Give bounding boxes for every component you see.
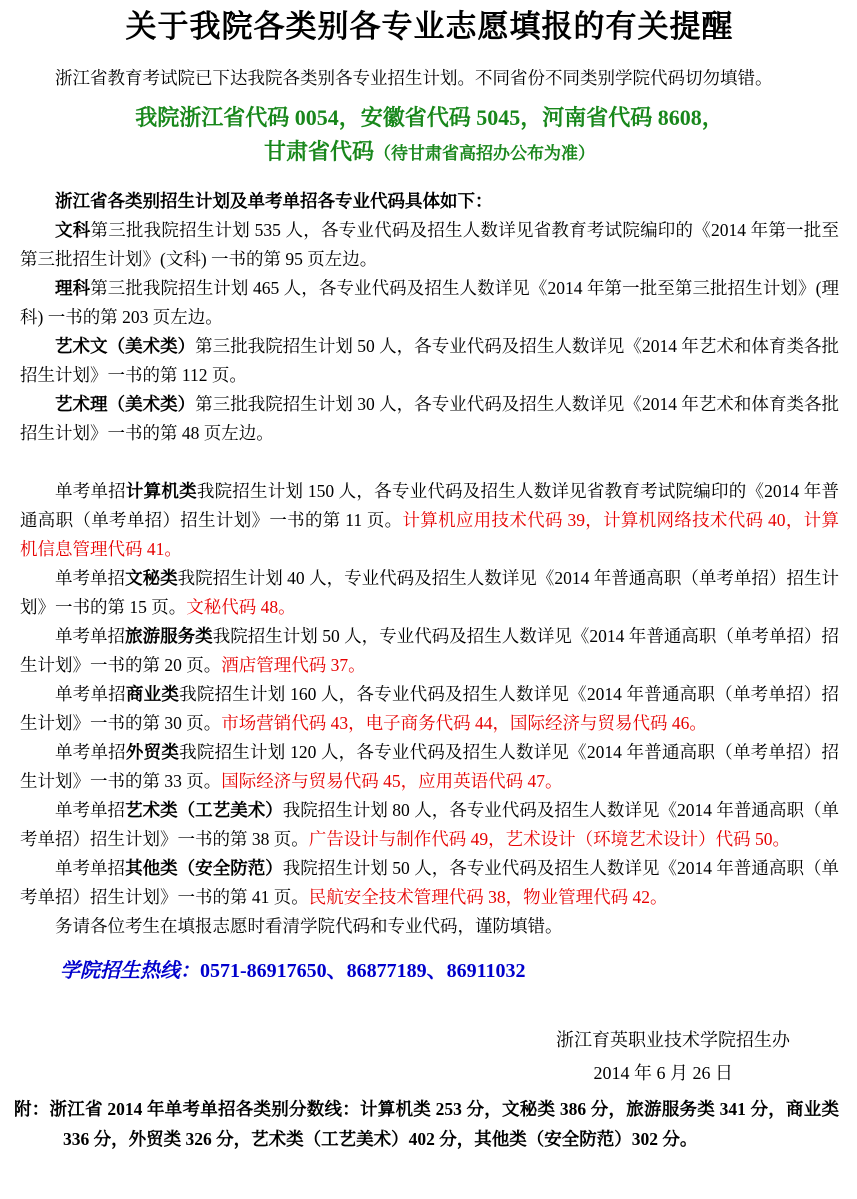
codes-notice-line2 [20, 135, 839, 171]
para-body: 我院招生计划 50 人，各专业代码及招生人数详见《2014 年普通高职（单考单招）招生计划》一书的第 41 页。 [20, 858, 840, 907]
para-lead: 理科 [55, 278, 91, 298]
para-art-liberal [20, 332, 839, 390]
para-secretary [20, 564, 839, 622]
para-tourism [20, 622, 839, 680]
intro-paragraph: 浙江省教育考试院已下达我院各类别各专业招生计划。不同省份不同类别学院代码切勿填错。 [55, 68, 773, 88]
appendix-score-lines [14, 1094, 839, 1154]
para-body: 第三批我院招生计划 50 人，各专业代码及招生人数详见《2014 年艺术和体育类各批招生计划》一书的第 112 页。 [20, 336, 840, 385]
para-red-codes: 民航安全技术管理代码 38，物业管理代码 42。 [308, 887, 668, 907]
para-prefix: 单考单招 [55, 800, 126, 820]
para-lead: 其他类（安全防范） [125, 858, 283, 878]
reminder-paragraph: 务请各位考生在填报志愿时看清学院代码和专业代码，谨防填错。 [55, 916, 563, 936]
para-lead: 艺术类（工艺美术） [125, 800, 283, 820]
para-red-codes: 市场营销代码 43，电子商务代码 44，国际经济与贸易代码 46。 [221, 713, 707, 733]
para-body: 我院招生计划 150 人，各专业代码及招生人数详见省教育考试院编印的《2014 年普通高职（单考单招）招生计划》一书的第 11 页。 [20, 481, 840, 530]
para-body: 第三批我院招生计划 535 人，各专业代码及招生人数详见省教育考试院编印的《2014 年第一批至第三批招生计划》(文科) 一书的第 95 页左边。 [20, 220, 840, 269]
para-body: 我院招生计划 160 人，各专业代码及招生人数详见《2014 年普通高职（单考单招）招生计划》一书的第 30 页。 [20, 684, 840, 733]
para-prefix: 单考单招 [55, 481, 126, 501]
hotline-numbers: 0571-86917650、86877189、86911032 [200, 960, 526, 982]
gansu-code-note: （待甘肃省高招办公布为准） [374, 144, 595, 163]
para-body: 我院招生计划 40 人，专业代码及招生人数详见《2014 年普通高职（单考单招）招生计划》一书的第 15 页。 [20, 568, 840, 617]
para-lead: 计算机类 [125, 481, 197, 501]
para-lead: 艺术文（美术类） [55, 336, 196, 356]
document-date: 2014 年 6 月 26 日 [593, 1063, 733, 1083]
admission-hotline [20, 955, 839, 987]
para-science [20, 274, 839, 332]
section-heading: 浙江省各类别招生计划及单考单招各专业代码具体如下： [55, 191, 493, 211]
para-red-codes: 计算机应用技术代码 39，计算机网络技术代码 40，计算机信息管理代码 41。 [20, 510, 839, 559]
para-red-codes: 广告设计与制作代码 49，艺术设计（环境艺术设计）代码 50。 [308, 829, 790, 849]
page-title: 关于我院各类别各专业志愿填报的有关提醒 [125, 9, 734, 44]
para-prefix: 单考单招 [55, 742, 126, 762]
gansu-code-text: 甘肃省代码 [263, 139, 374, 164]
para-art-craft [20, 796, 839, 854]
para-prefix: 单考单招 [55, 626, 126, 646]
para-art-science [20, 390, 839, 448]
para-red-codes: 酒店管理代码 37。 [221, 655, 366, 675]
appendix-label: 附： [14, 1099, 50, 1119]
para-business [20, 680, 839, 738]
para-lead: 商业类 [125, 684, 180, 704]
para-computer [20, 477, 839, 564]
para-prefix: 单考单招 [55, 684, 126, 704]
para-body: 我院招生计划 80 人，各专业代码及招生人数详见《2014 年普通高职（单考单招）招生计划》一书的第 38 页。 [20, 800, 840, 849]
para-lead: 文科 [55, 220, 91, 240]
para-lead: 外贸类 [125, 742, 180, 762]
college-codes-notice [20, 101, 839, 171]
hotline-label: 学院招生热线： [60, 960, 200, 982]
para-body: 我院招生计划 120 人，各专业代码及招生人数详见《2014 年普通高职（单考单招）招生计划》一书的第 33 页。 [20, 742, 840, 791]
para-lead: 旅游服务类 [125, 626, 213, 646]
para-red-codes: 文秘代码 48。 [186, 597, 296, 617]
para-body: 第三批我院招生计划 465 人，各专业代码及招生人数详见《2014 年第一批至第三批招生计划》(理科) 一书的第 203 页左边。 [20, 278, 840, 327]
para-lead: 艺术理（美术类） [55, 394, 196, 414]
signature-office: 浙江育英职业技术学院招生办 [556, 1030, 790, 1050]
para-prefix: 单考单招 [55, 568, 126, 588]
para-red-codes: 国际经济与贸易代码 45，应用英语代码 47。 [221, 771, 563, 791]
para-body: 第三批我院招生计划 30 人，各专业代码及招生人数详见《2014 年艺术和体育类各批招生计划》一书的第 48 页左边。 [20, 394, 840, 443]
appendix-text: 浙江省 2014 年单考单招各类别分数线：计算机类 253 分，文秘类 386 分，旅游服务类 341 分，商业类 336 分，外贸类 326 分，艺术类（工艺美术）402 分，其他类（安全防范）302 分。 [49, 1099, 839, 1149]
codes-notice-line1: 我院浙江省代码 0054，安徽省代码 5045，河南省代码 8608， [135, 105, 724, 130]
para-body: 我院招生计划 50 人，专业代码及招生人数详见《2014 年普通高职（单考单招）招生计划》一书的第 20 页。 [20, 626, 840, 675]
para-other-security [20, 854, 839, 912]
para-lead: 文秘类 [125, 568, 178, 588]
para-foreign-trade [20, 738, 839, 796]
para-liberal-arts [20, 216, 839, 274]
para-prefix: 单考单招 [55, 858, 126, 878]
